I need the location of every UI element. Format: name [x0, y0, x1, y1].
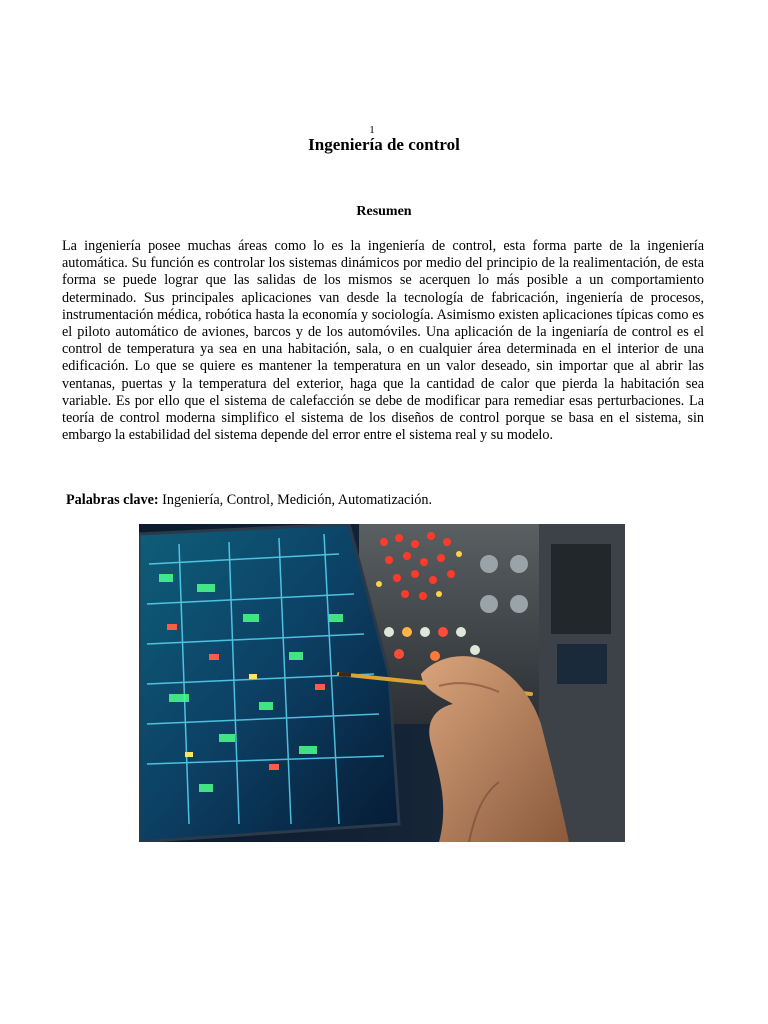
page-number: 1: [369, 124, 375, 136]
page-title: Ingeniería de control: [308, 135, 460, 154]
keywords-line: [66, 491, 706, 509]
keywords-label: Palabras clave:: [66, 492, 159, 508]
keywords-list: Ingeniería, Control, Medición, Automatización.: [158, 492, 433, 508]
control-panel-photo: [139, 524, 625, 842]
abstract-heading: Resumen: [356, 204, 412, 219]
photo-illustration: [139, 524, 625, 842]
abstract-paragraph: La ingeniería posee muchas áreas como lo es la ingeniería de control, esta forma parte de la ingeniería automática. Su función es controlar los sistemas dinámicos por medio del principio de la realimentación, de esta forma se puede lograr que las salidas de los mismos se acerquen lo más posible a un comportamiento determinado. Sus principales aplicaciones van desde la tecnología de fabricación, ingeniería de procesos, instrumentación médica, robótica hasta la economía y sociología. Asimismo existen aplicaciones típicas como es el piloto automático de aviones, barcos y de los automóviles. Una aplicación de la ingeniaría de control es el control de temperatura ya sea en una habitación, sala, o en cualquier área determinada en el interior de una edificación. Lo que se quiere es mantener la temperatura en un valor deseado, sin importar que al abrir las ventanas, puertas y la temperatura del exterior, haga que la cantidad de calor que pierda la habitación sea variable. Es por ello que el sistema de calefacción se debe de modificar para remediar esas perturbaciones. La teoría de control moderna simplifico el sistema de los diseños de control porque se basa en el sistema, sin embargo la estabilidad del sistema depende del error entre el sistema real y su modelo.: [62, 238, 704, 444]
